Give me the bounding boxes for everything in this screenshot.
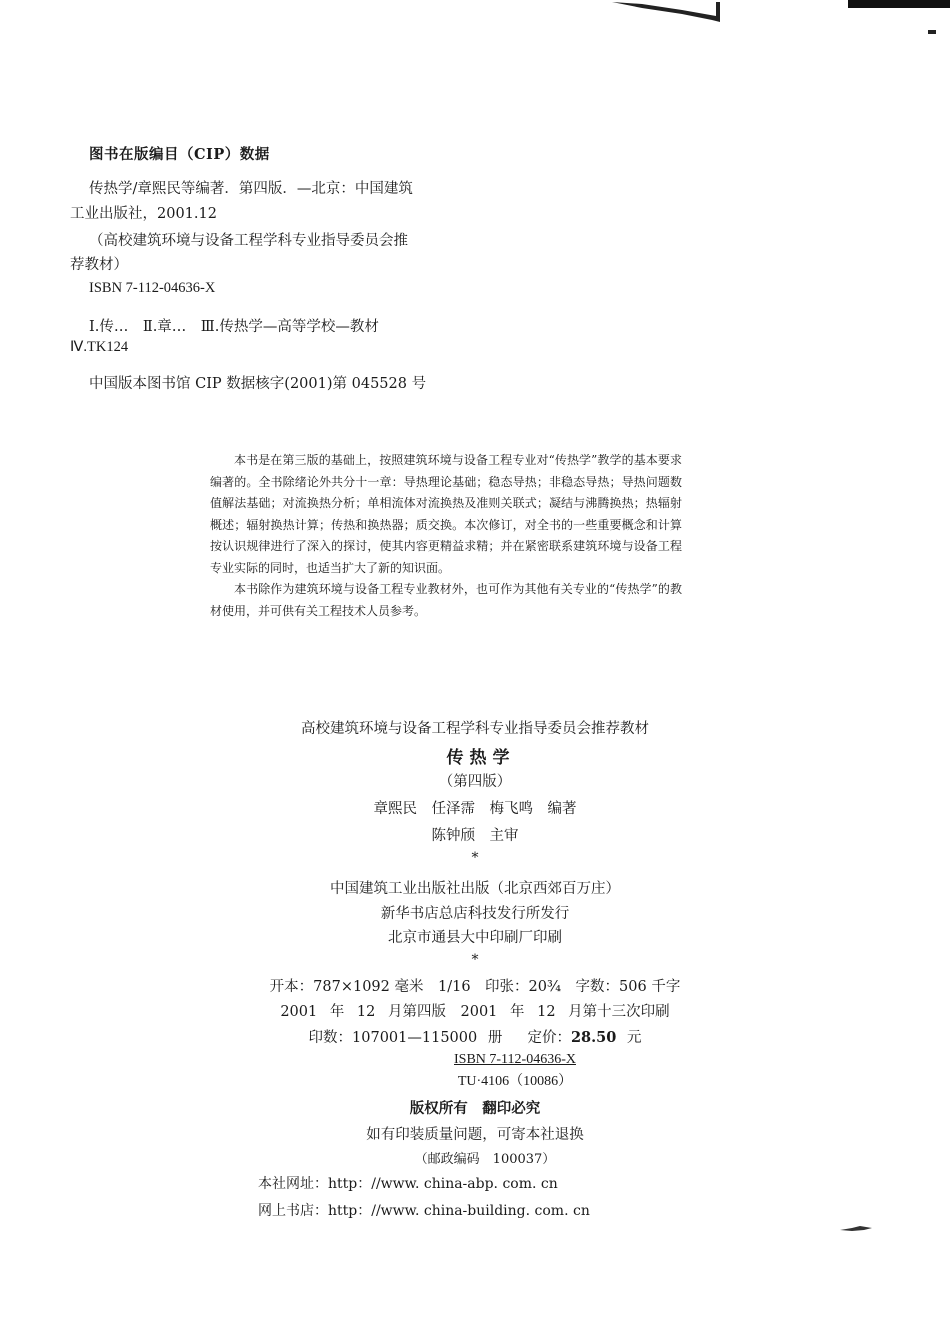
distributor: 新华书店总店科技发行所发行 [380,906,570,922]
website-row [258,1173,558,1193]
cip-heading: 图书在版编目（CIP）数据 [89,146,270,163]
postal-code: （邮政编码 100037） [414,1152,556,1167]
chief-reviewer: 陈钟颀 主审 [431,828,519,844]
abstract-paragraph: 本书除作为建筑环境与设备工程专业教材外，也可作为其他有关专业的“传热学”的教材使用，并可供有关工程技术人员参考。 [210,582,682,618]
print-run: 印数：107001—115000 册 [308,1030,503,1046]
cip-line: 荐教材） [70,257,128,273]
website-url: http：//www. china-abp. com. cn [328,1176,558,1192]
publisher: 中国建筑工业出版社出版（北京西郊百万庄） [330,881,620,897]
bookstore-url: http：//www. china-building. com. cn [328,1203,590,1219]
book-abstract [210,450,682,622]
edition-dates: 2001 年 12 月第四版 2001 年 12 月第十三次印刷 [280,1004,670,1020]
scan-artifact [838,1222,878,1234]
price-value: 28.50 [570,1029,617,1046]
quality-notice: 如有印装质量问题，可寄本社退换 [366,1127,584,1143]
website-label: 本社网址： [258,1176,328,1192]
series-name: 高校建筑环境与设备工程学科专业指导委员会推荐教材 [301,721,649,737]
separator: * [471,850,479,866]
cip-line: 工业出版社，2001.12 [70,206,217,222]
scan-artifact [612,0,722,26]
cip-line: （高校建筑环境与设备工程学科专业指导委员会推 [89,233,408,249]
bookstore-row [258,1200,590,1220]
price-unit: 元 [626,1030,642,1046]
cip-isbn: ISBN 7-112-04636-X [89,280,216,296]
classification-code: TU·4106（10086） [457,1074,573,1089]
book-title: 传热学 [446,748,516,768]
cip-verification: 中国版本图书馆 CIP 数据核字(2001)第 045528 号 [89,376,427,392]
price-label: 定价： [527,1030,571,1046]
authors: 章熙民 任泽霈 梅飞鸣 编著 [373,801,577,817]
abstract-paragraph: 本书是在第三版的基础上，按照建筑环境与设备工程专业对“传热学”教学的基本要求编著的。全书除绪论外共分十一章：导热理论基础；稳态导热；非稳态导热；导热问题数值解法基础；对流换热分析；单相流体对流换热及准则关联式；凝结与沸腾换热；热辐射概述；辐射换热计算；传热和换热器；质交换。本次修订，对全书的一些重要概念和计算按认识规律进行了深入的探讨，使其内容更精益求精；并在紧密联系建筑环境与设备工程专业实际的同时，也适当扩大了新的知识面。 [210,453,682,575]
format-specs: 开本：787×1092 毫米 1/16 印张：20¾ 字数：506 千字 [269,979,681,995]
bookstore-label: 网上书店： [258,1203,328,1219]
copyright-notice: 版权所有 翻印必究 [409,1100,541,1117]
scan-artifact [848,0,950,8]
cip-line: 传热学/章熙民等编著．第四版．—北京：中国建筑 [89,181,413,197]
printer: 北京市通县大中印刷厂印刷 [388,930,562,946]
scan-artifact [928,30,936,34]
edition: （第四版） [438,774,512,790]
isbn: ISBN 7-112-04636-X [454,1052,576,1067]
separator: * [471,952,479,968]
cip-subjects: Ⅰ.传… Ⅱ.章… Ⅲ.传热学—高等学校—教材 [89,319,379,335]
cip-classification: Ⅳ.TK124 [70,339,129,355]
print-run-row [0,1026,950,1047]
